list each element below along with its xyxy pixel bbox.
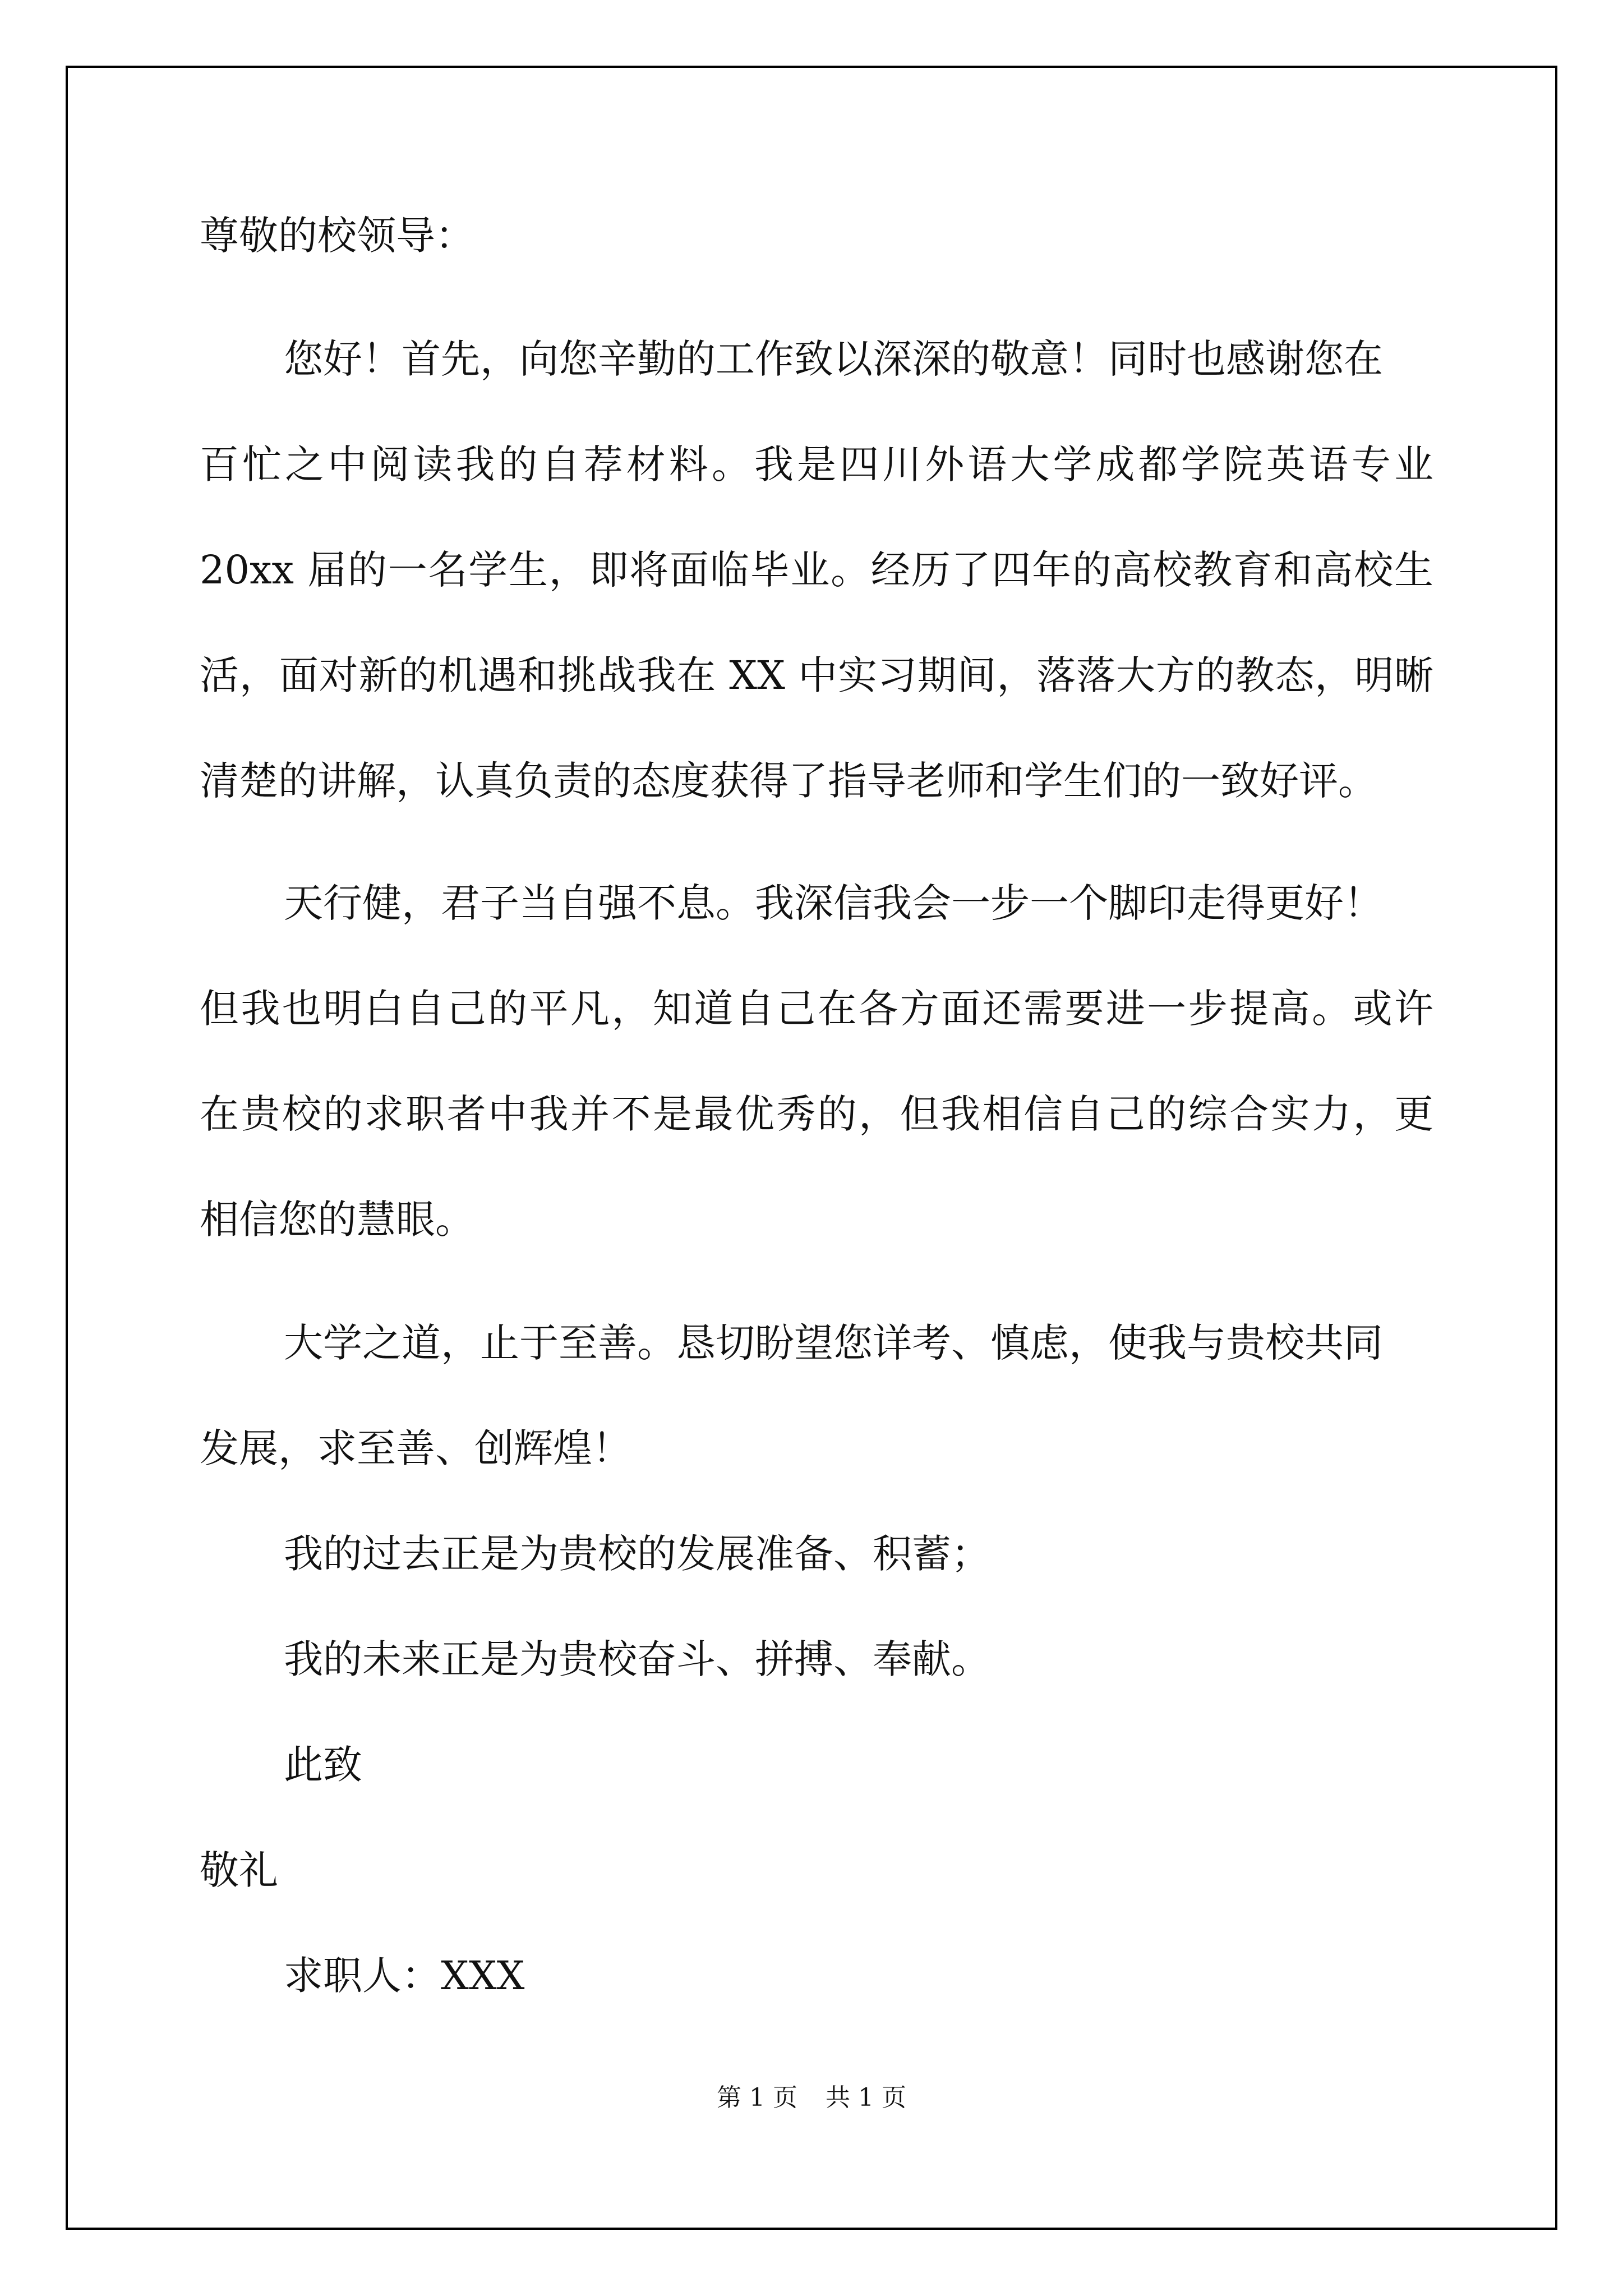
paragraph-5: 我的未来正是为贵校奋斗、拼搏、奉献。 — [284, 1636, 990, 1682]
paragraph-2-line-1: 天行健，君子当自强不息。我深信我会一步一个脚印走得更好！ — [284, 880, 1383, 926]
paragraph-4: 我的过去正是为贵校的发展准备、积蓄； — [284, 1531, 990, 1577]
paragraph-2-line-2: 但我也明白自己的平凡，知道自己在各方面还需要进一步提高。或许 — [200, 986, 1433, 1032]
paragraph-1-line-4: 活，面对新的机遇和挑战我在 XX 中实习期间，落落大方的教态，明晰 — [200, 652, 1433, 698]
paragraph-1-line-3: 20xx 届的一名学生，即将面临毕业。经历了四年的高校教育和高校生 — [200, 547, 1433, 593]
paragraph-2-line-3: 在贵校的求职者中我并不是最优秀的，但我相信自己的综合实力，更 — [200, 1091, 1433, 1137]
closing: 此致 — [284, 1742, 362, 1788]
page-footer — [0, 2081, 1623, 2115]
signature: 求职人：XXX — [284, 1953, 525, 1999]
page-number: 第 1 页 — [717, 2083, 797, 2112]
paragraph-2-line-4: 相信您的慧眼。 — [200, 1197, 474, 1243]
page-total: 共 1 页 — [826, 2083, 906, 2112]
paragraph-3-line-1: 大学之道，止于至善。恳切盼望您详考、慎虑，使我与贵校共同 — [284, 1320, 1383, 1366]
paragraph-1-line-1: 您好！首先，向您辛勤的工作致以深深的敬意！同时也感谢您在 — [284, 336, 1383, 382]
page-border — [66, 66, 1557, 2230]
paragraph-1-line-2: 百忙之中阅读我的自荐材料。我是四川外语大学成都学院英语专业 — [200, 441, 1433, 487]
salutation: 尊敬的校领导： — [200, 213, 474, 259]
paragraph-1-line-5: 清楚的讲解，认真负责的态度获得了指导老师和学生们的一致好评。 — [200, 758, 1377, 804]
paragraph-3-line-2: 发展，求至善、创辉煌！ — [200, 1425, 631, 1471]
regards: 敬礼 — [200, 1847, 278, 1893]
